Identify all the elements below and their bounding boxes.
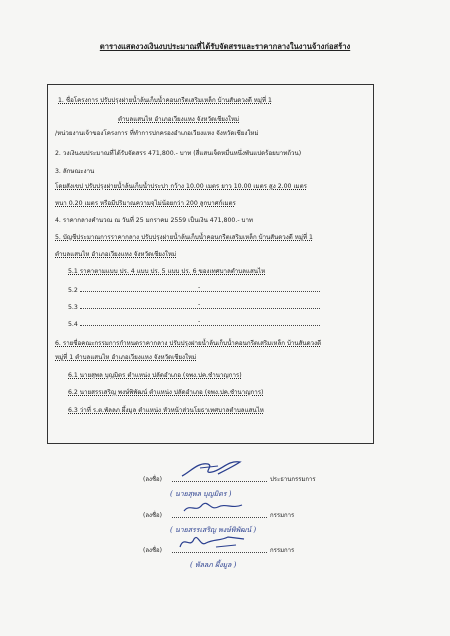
item-6-3: 6.3 ว่าที่ ร.ต.พัลลภ ผึ้งมูล ตำแหน่ง หัวหน้าส่วนโยธาเทศบาลตำบลแสนไห bbox=[68, 407, 264, 414]
item-5-4 bbox=[68, 321, 320, 329]
signature-2-scribble bbox=[180, 497, 250, 517]
item-3-line-b: หนา 0.20 เมตร หรือมีปริมาณความจุไม่น้อยกว่า 200 ลูกบาศก์เมตร bbox=[55, 200, 236, 207]
item-1-line-b: ตำบลแสนไห อำเภอเวียงแหง จังหวัดเชียงใหม่ bbox=[118, 116, 240, 123]
item-5-1: 5.1 ราคาตามแบบ ปร. 4 แบบ ปร. 5 แบบ ปร. 6 ของเทศบาลตำบลแสนไห bbox=[68, 268, 266, 275]
signature-3-line bbox=[172, 552, 267, 553]
signature-1-scribble bbox=[178, 456, 248, 482]
item-5-4-dash: - bbox=[198, 318, 201, 325]
item-5-line-a: 5. บัญชีประมาณการราคากลาง ปรับปรุงฝายน้ำล้นเก็บน้ำคอนกรีตเสริมเหล็ก บ้านสันดวงดี หมู่ที่ 1 bbox=[55, 234, 313, 241]
signature-3-name: ( พัลลภ ผึ้งมูล ) bbox=[190, 561, 237, 569]
signature-2-line bbox=[172, 517, 267, 518]
item-5-4-number: 5.4 bbox=[68, 321, 78, 328]
signature-3-role: กรรมการ bbox=[270, 547, 295, 554]
signature-3-scribble bbox=[176, 531, 256, 553]
item-6-2: 6.2 นายสรรเสริญ พงษ์พิพัฒน์ ตำแหน่ง ปลัดอำเภอ (จพง.ปค.ชำนาญการ) bbox=[68, 389, 264, 396]
item-5-line-b: ตำบลแสนไห อำเภอเวียงแหง จังหวัดเชียงใหม่ bbox=[55, 251, 177, 258]
item-3-heading: 3. ลักษณะงาน bbox=[55, 168, 95, 175]
item-4: 4. ราคากลางคำนวณ ณ วันที่ 25 มกราคม 2559 เป็นเงิน 471,800.- บาท bbox=[55, 217, 253, 224]
item-1-agency: /หน่วยงานเจ้าของโครงการ ที่ทำการปกครองอำเภอเวียงแหง จังหวัดเชียงใหม่ bbox=[55, 130, 259, 137]
item-5-2-number: 5.2 bbox=[68, 287, 78, 294]
signature-2-name: ( นายสรรเสริญ พงษ์พิพัฒน์ ) bbox=[170, 526, 257, 534]
signature-1-name: ( นายสุพล บุญมิตร ) bbox=[170, 490, 232, 498]
item-2: 2. วงเงินงบประมาณที่ได้รับจัดสรร 471,800.- บาท (สี่แสนเจ็ดหมื่นหนึ่งพันแปดร้อยบาทถ้วน) bbox=[55, 150, 302, 157]
item-5-3 bbox=[68, 304, 320, 312]
item-5-3-number: 5.3 bbox=[68, 304, 78, 311]
signature-2-label: (ลงชื่อ) bbox=[143, 512, 162, 519]
signature-1-line bbox=[172, 481, 267, 482]
signature-1-label: (ลงชื่อ) bbox=[143, 476, 162, 483]
item-5-2-dash: - bbox=[198, 284, 201, 291]
signature-3-label: (ลงชื่อ) bbox=[143, 547, 162, 554]
item-1-line-a: 1. ชื่อโครงการ ปรับปรุงฝายน้ำล้นเก็บน้ำคอนกรีตเสริมเหล็ก บ้านสันดวงดี หมู่ที่ 1 bbox=[58, 97, 272, 104]
signature-2-role: กรรมการ bbox=[270, 512, 295, 519]
item-3-line-a: โดยสังเขป ปรับปรุงฝายน้ำล้นเก็บน้ำประปา กว้าง 10.00 เมตร ยาว 10.00 เมตร สูง 2.00 เมตร bbox=[55, 183, 307, 190]
document-title: ตารางแสดงวงเงินงบประมาณที่ได้รับจัดสรรและราคากลางในงานจ้างก่อสร้าง bbox=[99, 42, 351, 51]
item-6-line-b: หมู่ที่ 1 ตำบลแสนไห อำเภอเวียงแหง จังหวัดเชียงใหม่ bbox=[55, 354, 197, 361]
item-6-1: 6.1 นายสุพล บุญมิตร ตำแหน่ง ปลัดอำเภอ (จพง.ปค.ชำนาญการ) bbox=[68, 372, 242, 379]
item-5-3-dash: - bbox=[198, 301, 201, 308]
item-5-2 bbox=[68, 287, 320, 295]
item-6-line-a: 6. รายชื่อคณะกรรมการกำหนดราคากลาง ปรับปรุงฝายน้ำล้นเก็บน้ำคอนกรีตเสริมเหล็ก บ้านสันดวงดี bbox=[55, 340, 322, 347]
signature-1-role: ประธานกรรมการ bbox=[270, 476, 316, 483]
